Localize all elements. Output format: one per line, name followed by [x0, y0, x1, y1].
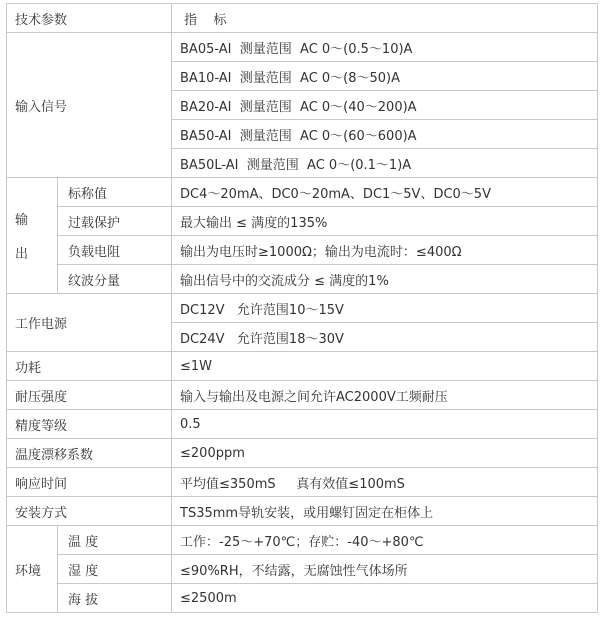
power-value: DC12V 允许范围10～15V: [172, 294, 598, 323]
output-param-name: 标称值: [58, 178, 172, 207]
header-row: [7, 4, 598, 33]
spec-name: 安装方式: [7, 497, 172, 526]
input-signal-label: 输入信号: [7, 33, 172, 178]
power-value: DC24V 允许范围18～30V: [172, 323, 598, 352]
output-param-value: DC4～20mA、DC0～20mA、DC1～5V、DC0～5V: [172, 178, 598, 207]
environment-param-name: 湿 度: [58, 555, 172, 584]
input-signal-value: BA20-AI 测量范围 AC 0～(40～200)A: [172, 91, 598, 120]
output-row: [7, 236, 598, 265]
header-value: 指 标: [172, 4, 598, 33]
environment-row: [7, 584, 598, 613]
spec-row: [7, 381, 598, 410]
output-row: [7, 178, 598, 207]
input-signal-row: [7, 33, 598, 62]
environment-row: [7, 526, 598, 555]
spec-value: TS35mm导轨安装，或用螺钉固定在柜体上: [172, 497, 598, 526]
output-param-value: 输出为电压时≥1000Ω；输出为电流时：≤400Ω: [172, 236, 598, 265]
output-param-name: 纹波分量: [58, 265, 172, 294]
spec-value: 平均值≤350mS 真有效值≤100mS: [172, 468, 598, 497]
environment-row: [7, 555, 598, 584]
spec-value: ≤200ppm: [172, 439, 598, 468]
output-param-name: 过载保护: [58, 207, 172, 236]
spec-name: 精度等级: [7, 410, 172, 439]
spec-value: 输入与输出及电源之间允许AC2000V工频耐压: [172, 381, 598, 410]
input-signal-value: BA10-AI 测量范围 AC 0～(8～50)A: [172, 62, 598, 91]
power-label: 工作电源: [7, 294, 172, 352]
spec-name: 耐压强度: [7, 381, 172, 410]
spec-row: [7, 468, 598, 497]
spec-name: 功耗: [7, 352, 172, 381]
environment-param-value: 工作：-25～+70℃；存贮：-40～+80℃: [172, 526, 598, 555]
environment-param-name: 温 度: [58, 526, 172, 555]
spec-name: 响应时间: [7, 468, 172, 497]
environment-label: 环境: [7, 526, 58, 613]
spec-row: [7, 439, 598, 468]
spec-row: [7, 352, 598, 381]
input-signal-value: BA05-AI 测量范围 AC 0～(0.5～10)A: [172, 33, 598, 62]
spec-row: [7, 497, 598, 526]
spec-row: [7, 410, 598, 439]
spec-name: 温度漂移系数: [7, 439, 172, 468]
spec-value: ≤1W: [172, 352, 598, 381]
output-param-value: 最大输出 ≤ 满度的135%: [172, 207, 598, 236]
environment-param-value: ≤90%RH，不结露，无腐蚀性气体场所: [172, 555, 598, 584]
spec-value: 0.5: [172, 410, 598, 439]
environment-param-value: ≤2500m: [172, 584, 598, 613]
output-label: 输 出: [7, 178, 58, 294]
output-param-name: 负载电阻: [58, 236, 172, 265]
power-row: [7, 294, 598, 323]
header-param: 技术参数: [7, 4, 172, 33]
output-row: [7, 265, 598, 294]
output-param-value: 输出信号中的交流成分 ≤ 满度的1%: [172, 265, 598, 294]
input-signal-value: BA50L-AI 测量范围 AC 0～(0.1～1)A: [172, 149, 598, 178]
environment-param-name: 海 拔: [58, 584, 172, 613]
output-row: [7, 207, 598, 236]
spec-table: [6, 3, 598, 613]
input-signal-value: BA50-AI 测量范围 AC 0～(60～600)A: [172, 120, 598, 149]
